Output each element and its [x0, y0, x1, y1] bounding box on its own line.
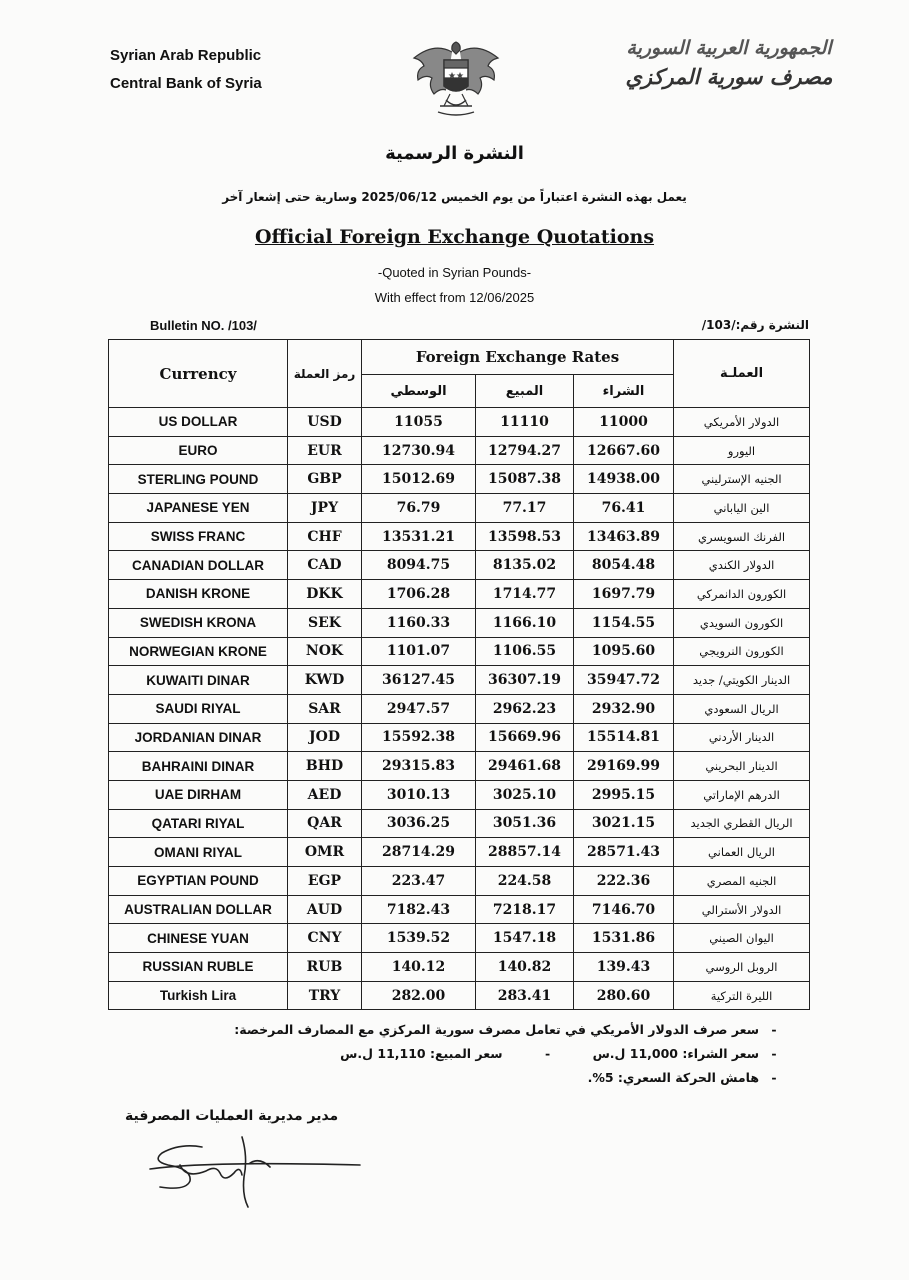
currency-code-cell: GBP — [288, 465, 362, 494]
table-row — [109, 436, 810, 465]
note-dash: - — [544, 1046, 551, 1061]
table-row — [109, 809, 810, 838]
syrian-eagle-emblem-icon — [410, 36, 502, 124]
header-ar — [619, 34, 839, 92]
note-dash: - — [771, 1046, 777, 1061]
currency-code-cell: CHF — [288, 522, 362, 551]
sell-rate-cell: 11110 — [476, 408, 574, 437]
table-row — [109, 924, 810, 953]
en-effect-date: With effect from 12/06/2025 — [374, 290, 535, 305]
bulletin-number-ar: النشرة رقم:/103/ — [701, 318, 809, 332]
sell-rate-cell: 3051.36 — [476, 809, 574, 838]
sell-rate-cell: 7218.17 — [476, 895, 574, 924]
currency-code-cell: EGP — [288, 867, 362, 896]
mid-rate-cell: 15592.38 — [362, 723, 476, 752]
sell-rate-cell: 3025.10 — [476, 780, 574, 809]
currency-name-ar-cell: الجنيه المصري — [674, 867, 810, 896]
note-dash: - — [771, 1070, 777, 1085]
currency-name-cell: KUWAITI DINAR — [109, 666, 288, 695]
currency-name-cell: QATARI RIYAL — [109, 809, 288, 838]
note-margin: هامش الحركة السعري: 5%. — [587, 1070, 759, 1085]
note-line-1 — [234, 1018, 789, 1042]
currency-code-cell: CNY — [288, 924, 362, 953]
note-usd-buy: سعر الشراء: 11,000 ل.س — [592, 1046, 759, 1061]
currency-name-ar-cell: الريال السعودي — [674, 694, 810, 723]
currency-name-ar-cell: الجنيه الإسترليني — [674, 465, 810, 494]
table-row — [109, 666, 810, 695]
mid-rate-cell: 29315.83 — [362, 752, 476, 781]
currency-name-cell: SWISS FRANC — [109, 522, 288, 551]
currency-name-cell: AUSTRALIAN DOLLAR — [109, 895, 288, 924]
sell-rate-cell: 15087.38 — [476, 465, 574, 494]
currency-code-cell: USD — [288, 408, 362, 437]
buy-rate-cell: 28571.43 — [574, 838, 674, 867]
header-en-line2: Central Bank of Syria — [110, 75, 262, 92]
header-currency-ar: العملـة — [674, 340, 810, 408]
notes — [234, 1018, 789, 1090]
mid-rate-cell: 3010.13 — [362, 780, 476, 809]
mid-rate-cell: 1539.52 — [362, 924, 476, 953]
currency-name-cell: OMANI RIYAL — [109, 838, 288, 867]
buy-rate-cell: 1531.86 — [574, 924, 674, 953]
sell-rate-cell: 13598.53 — [476, 522, 574, 551]
table-row — [109, 465, 810, 494]
currency-name-ar-cell: الين الياباني — [674, 494, 810, 523]
table-row — [109, 580, 810, 609]
currency-name-ar-cell: الكورون السويدي — [674, 608, 810, 637]
buy-rate-cell: 15514.81 — [574, 723, 674, 752]
currency-code-cell: AED — [288, 780, 362, 809]
buy-rate-cell: 13463.89 — [574, 522, 674, 551]
currency-code-cell: NOK — [288, 637, 362, 666]
mid-rate-cell: 3036.25 — [362, 809, 476, 838]
currency-name-cell: DANISH KRONE — [109, 580, 288, 609]
note-usd-dealings: سعر صرف الدولار الأمريكي في تعامل مصرف سورية المركزي مع المصارف المرخصة: — [234, 1022, 759, 1037]
currency-code-cell: AUD — [288, 895, 362, 924]
currency-code-cell: OMR — [288, 838, 362, 867]
header-ar-line2: مصرف سورية المركزي — [625, 64, 833, 89]
mid-rate-cell: 1101.07 — [362, 637, 476, 666]
currency-name-ar-cell: الدينار الأردني — [674, 723, 810, 752]
buy-rate-cell: 1095.60 — [574, 637, 674, 666]
currency-name-cell: UAE DIRHAM — [109, 780, 288, 809]
header-rates: Foreign Exchange Rates — [362, 340, 674, 375]
currency-name-cell: CANADIAN DOLLAR — [109, 551, 288, 580]
header-currency: Currency — [109, 340, 288, 408]
buy-rate-cell: 3021.15 — [574, 809, 674, 838]
mid-rate-cell: 282.00 — [362, 981, 476, 1010]
sell-rate-cell: 224.58 — [476, 867, 574, 896]
table-row — [109, 867, 810, 896]
sell-rate-cell: 8135.02 — [476, 551, 574, 580]
currency-name-cell: NORWEGIAN KRONE — [109, 637, 288, 666]
sell-rate-cell: 29461.68 — [476, 752, 574, 781]
sell-rate-cell: 1106.55 — [476, 637, 574, 666]
ar-title: النشرة الرسمية — [385, 143, 524, 164]
note-line-3 — [234, 1066, 789, 1090]
mid-rate-cell: 1706.28 — [362, 580, 476, 609]
buy-rate-cell: 2995.15 — [574, 780, 674, 809]
currency-name-ar-cell: الريال العماني — [674, 838, 810, 867]
currency-name-ar-cell: الليرة التركية — [674, 981, 810, 1010]
mid-rate-cell: 140.12 — [362, 953, 476, 982]
table-row — [109, 752, 810, 781]
note-usd-sell: سعر المبيع: 11,110 ل.س — [340, 1046, 503, 1061]
currency-name-ar-cell: الدينار البحريني — [674, 752, 810, 781]
currency-name-ar-cell: الكورون الدانمركي — [674, 580, 810, 609]
currency-code-cell: CAD — [288, 551, 362, 580]
buy-rate-cell: 1697.79 — [574, 580, 674, 609]
bulletin-number-en: Bulletin NO. /103/ — [150, 318, 257, 333]
signatory-title: مدير مديرية العمليات المصرفية — [125, 1108, 339, 1124]
currency-name-cell: CHINESE YUAN — [109, 924, 288, 953]
sell-rate-cell: 77.17 — [476, 494, 574, 523]
mid-rate-cell: 1160.33 — [362, 608, 476, 637]
currency-code-cell: SAR — [288, 694, 362, 723]
table-row — [109, 408, 810, 437]
currency-name-cell: STERLING POUND — [109, 465, 288, 494]
currency-code-cell: KWD — [288, 666, 362, 695]
table-row — [109, 838, 810, 867]
currency-code-cell: JPY — [288, 494, 362, 523]
table-row — [109, 780, 810, 809]
sell-rate-cell: 15669.96 — [476, 723, 574, 752]
mid-rate-cell: 15012.69 — [362, 465, 476, 494]
header-en-line1: Syrian Arab Republic — [110, 47, 262, 64]
currency-name-ar-cell: الدولار الأمريكي — [674, 408, 810, 437]
currency-name-ar-cell: الريال القطري الجديد — [674, 809, 810, 838]
table-row — [109, 608, 810, 637]
sell-rate-cell: 28857.14 — [476, 838, 574, 867]
currency-name-ar-cell: الفرنك السويسري — [674, 522, 810, 551]
currency-name-ar-cell: الدينار الكويتي/ جديد — [674, 666, 810, 695]
mid-rate-cell: 2947.57 — [362, 694, 476, 723]
currency-code-cell: QAR — [288, 809, 362, 838]
currency-name-cell: JAPANESE YEN — [109, 494, 288, 523]
buy-rate-cell: 14938.00 — [574, 465, 674, 494]
currency-name-cell: Turkish Lira — [109, 981, 288, 1010]
table-row — [109, 981, 810, 1010]
currency-name-ar-cell: اليورو — [674, 436, 810, 465]
currency-name-cell: SAUDI RIYAL — [109, 694, 288, 723]
buy-rate-cell: 8054.48 — [574, 551, 674, 580]
buy-rate-cell: 35947.72 — [574, 666, 674, 695]
mid-rate-cell: 223.47 — [362, 867, 476, 896]
table-row — [109, 953, 810, 982]
mid-rate-cell: 7182.43 — [362, 895, 476, 924]
en-title: Official Foreign Exchange Quotations — [254, 226, 655, 248]
sell-rate-cell: 12794.27 — [476, 436, 574, 465]
currency-code-cell: BHD — [288, 752, 362, 781]
currency-name-ar-cell: الروبل الروسي — [674, 953, 810, 982]
buy-rate-cell: 7146.70 — [574, 895, 674, 924]
currency-code-cell: RUB — [288, 953, 362, 982]
header-sell-ar: المبيع — [476, 375, 574, 408]
table-row — [109, 522, 810, 551]
header-code-ar: رمز العملة — [288, 340, 362, 408]
sell-rate-cell: 1714.77 — [476, 580, 574, 609]
table-row — [109, 494, 810, 523]
buy-rate-cell: 139.43 — [574, 953, 674, 982]
currency-code-cell: JOD — [288, 723, 362, 752]
mid-rate-cell: 11055 — [362, 408, 476, 437]
currency-code-cell: TRY — [288, 981, 362, 1010]
table-row — [109, 637, 810, 666]
currency-name-cell: EURO — [109, 436, 288, 465]
currency-name-ar-cell: اليوان الصيني — [674, 924, 810, 953]
header-buy-ar: الشراء — [574, 375, 674, 408]
currency-code-cell: DKK — [288, 580, 362, 609]
buy-rate-cell: 12667.60 — [574, 436, 674, 465]
buy-rate-cell: 11000 — [574, 408, 674, 437]
buy-rate-cell: 2932.90 — [574, 694, 674, 723]
currency-name-cell: US DOLLAR — [109, 408, 288, 437]
note-dash: - — [771, 1022, 777, 1037]
currency-name-cell: RUSSIAN RUBLE — [109, 953, 288, 982]
sell-rate-cell: 140.82 — [476, 953, 574, 982]
currency-name-cell: EGYPTIAN POUND — [109, 867, 288, 896]
mid-rate-cell: 36127.45 — [362, 666, 476, 695]
en-subtitle: -Quoted in Syrian Pounds- — [377, 265, 532, 280]
ar-effect-date: يعمل بهذه النشرة اعتباراً من يوم الخميس 2025/06/12 وسارية حتى إشعار آخر — [222, 190, 687, 204]
mid-rate-cell: 12730.94 — [362, 436, 476, 465]
handwritten-signature-icon — [140, 1135, 370, 1215]
mid-rate-cell: 8094.75 — [362, 551, 476, 580]
buy-rate-cell: 1154.55 — [574, 608, 674, 637]
header-en — [110, 42, 262, 98]
mid-rate-cell: 13531.21 — [362, 522, 476, 551]
header-mid-ar: الوسطي — [362, 375, 476, 408]
table-row — [109, 895, 810, 924]
buy-rate-cell: 222.36 — [574, 867, 674, 896]
exchange-rates-table — [108, 339, 810, 1010]
sell-rate-cell: 36307.19 — [476, 666, 574, 695]
mid-rate-cell: 76.79 — [362, 494, 476, 523]
buy-rate-cell: 280.60 — [574, 981, 674, 1010]
sell-rate-cell: 1166.10 — [476, 608, 574, 637]
buy-rate-cell: 76.41 — [574, 494, 674, 523]
header-ar-line1: الجمهورية العربية السورية — [626, 37, 832, 59]
currency-name-cell: BAHRAINI DINAR — [109, 752, 288, 781]
currency-name-ar-cell: الدولار الأسترالي — [674, 895, 810, 924]
currency-name-ar-cell: الكورون النرويجي — [674, 637, 810, 666]
currency-name-ar-cell: الدولار الكندي — [674, 551, 810, 580]
currency-name-cell: SWEDISH KRONA — [109, 608, 288, 637]
currency-code-cell: SEK — [288, 608, 362, 637]
sell-rate-cell: 1547.18 — [476, 924, 574, 953]
note-line-2 — [234, 1042, 789, 1066]
currency-name-ar-cell: الدرهم الإماراتي — [674, 780, 810, 809]
currency-code-cell: EUR — [288, 436, 362, 465]
table-row — [109, 723, 810, 752]
table-row — [109, 551, 810, 580]
buy-rate-cell: 29169.99 — [574, 752, 674, 781]
mid-rate-cell: 28714.29 — [362, 838, 476, 867]
currency-name-cell: JORDANIAN DINAR — [109, 723, 288, 752]
table-row — [109, 694, 810, 723]
sell-rate-cell: 2962.23 — [476, 694, 574, 723]
sell-rate-cell: 283.41 — [476, 981, 574, 1010]
